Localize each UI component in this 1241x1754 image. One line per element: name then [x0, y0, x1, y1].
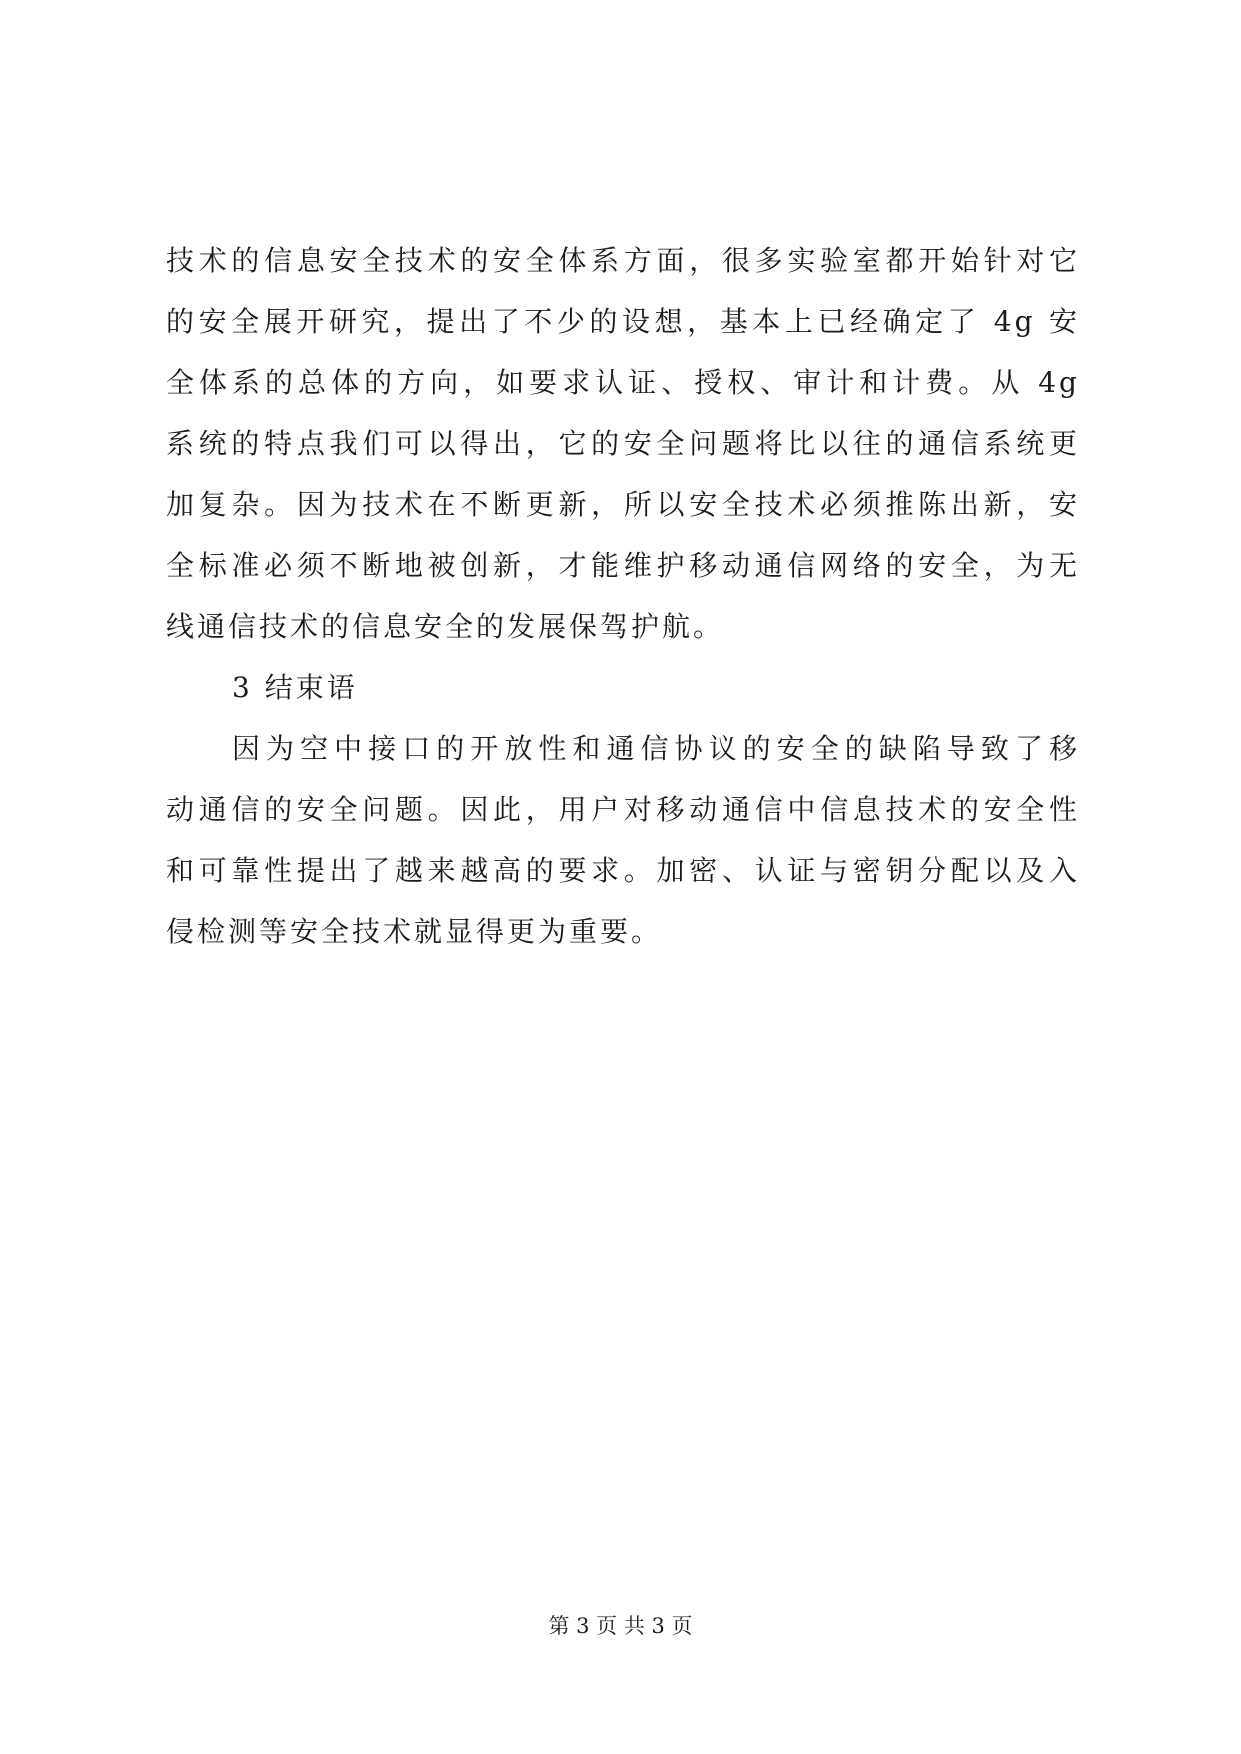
text-line: 加复杂。因为技术在不断更新，所以安全技术必须推陈出新，安 — [166, 488, 1080, 521]
text-line: 全标准必须不断地被创新，才能维护移动通信网络的安全，为无 — [166, 549, 1080, 582]
text-line: 技术的信息安全技术的安全体系方面，很多实验室都开始针对它 — [166, 244, 1080, 277]
text-line: 的安全展开研究，提出了不少的设想，基本上已经确定了 4g 安 — [166, 305, 1080, 338]
section-heading-conclusion: 3 结束语 — [232, 671, 358, 704]
document-body — [166, 230, 1080, 962]
text-line: 全体系的总体的方向，如要求认证、授权、审计和计费。从 4g — [166, 366, 1080, 399]
text-line: 线通信技术的信息安全的发展保驾护航。 — [166, 610, 725, 643]
text-line: 因为空中接口的开放性和通信协议的安全的缺陷导致了移 — [232, 732, 1080, 765]
text-line: 系统的特点我们可以得出，它的安全问题将比以往的通信系统更 — [166, 427, 1080, 460]
page-number-footer: 第 3 页 共 3 页 — [548, 1614, 693, 1638]
paragraph-security-system — [166, 230, 1080, 657]
text-line: 侵检测等安全技术就显得更为重要。 — [166, 915, 663, 948]
paragraph-conclusion — [166, 718, 1080, 962]
text-line: 动通信的安全问题。因此，用户对移动通信中信息技术的安全性 — [166, 793, 1080, 826]
text-line: 和可靠性提出了越来越高的要求。加密、认证与密钥分配以及入 — [166, 854, 1080, 887]
